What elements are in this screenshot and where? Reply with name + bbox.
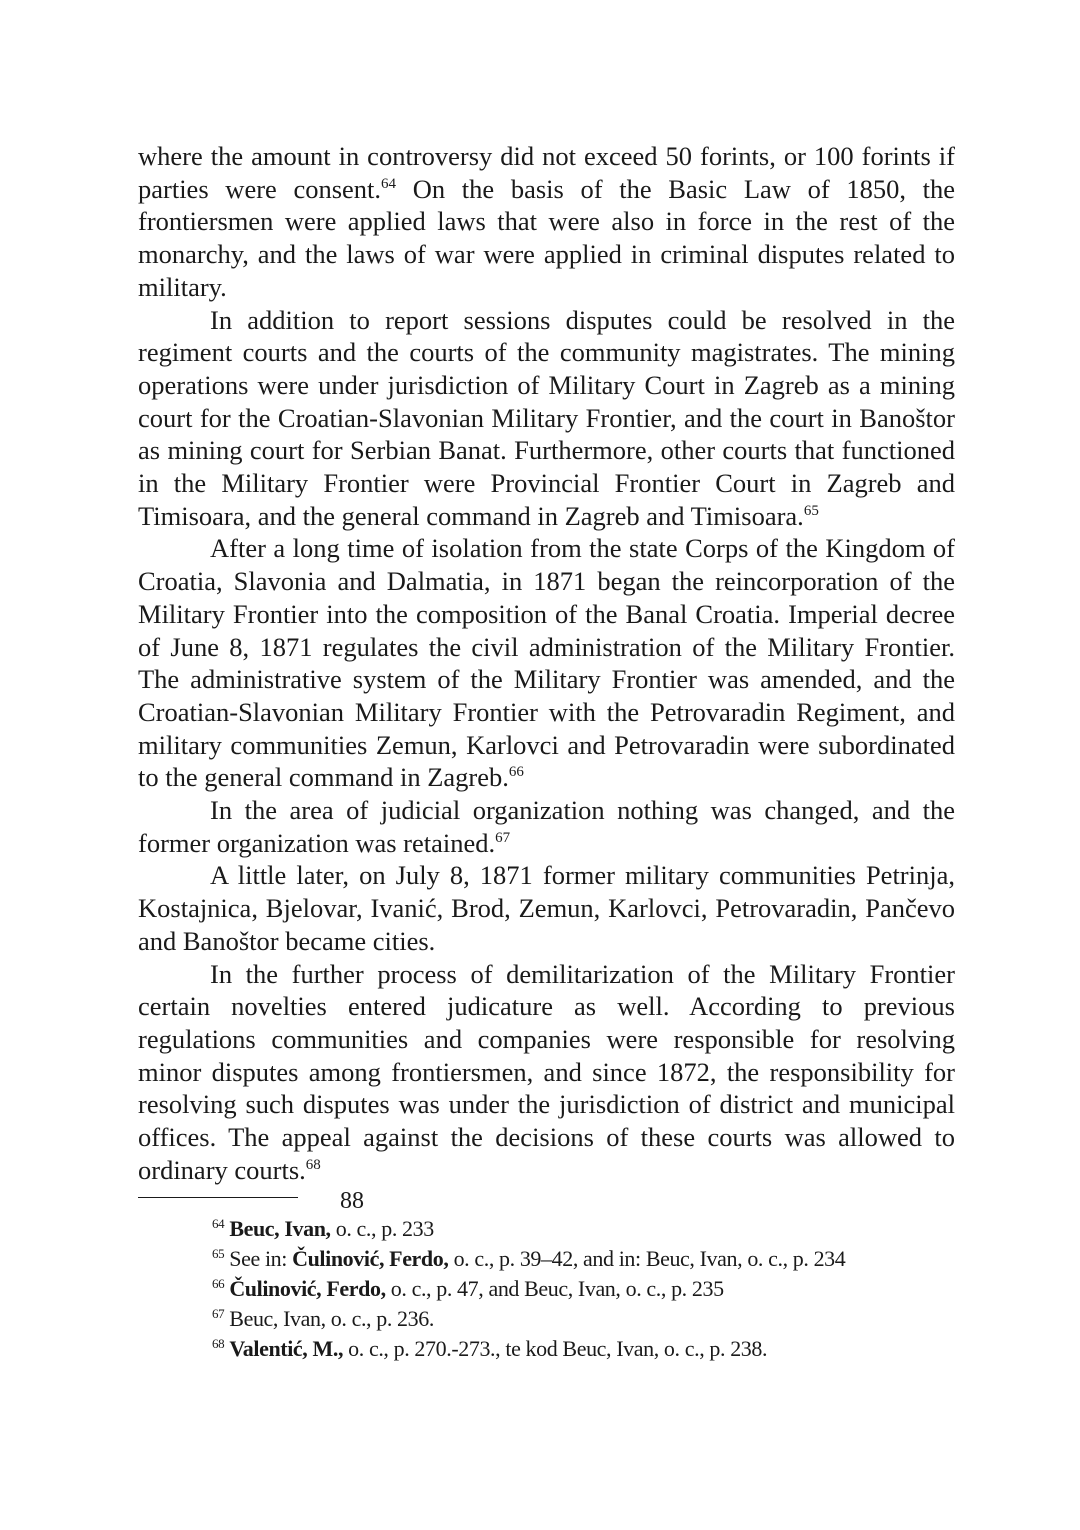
text-run: o. c., p. 233: [330, 1215, 434, 1241]
footnotes: [138, 1214, 955, 1364]
author-name: Čulinović, Ferdo,: [292, 1245, 449, 1271]
author-name: Čulinović, Ferdo,: [229, 1275, 386, 1301]
paragraph: [138, 304, 955, 533]
text-run: In the further process of demilitarization of the Military Frontier certain novelties entered judicature as well. According to previous regulations communities and companies were responsible for resolving minor disputes among frontiersmen, and since 1872, the responsibility for resolving such disputes was under the jurisdiction of district and municipal offices. The appeal against the decisions of these courts was allowed to ordinary courts.: [138, 958, 955, 1185]
text-run: Beuc, Ivan, o. c., p. 236.: [224, 1305, 434, 1331]
text-run: A little later, on July 8, 1871 former military communities Petrinja, Kostajnica, Bjelovar, Ivanić, Brod, Zemun, Karlovci, Petrovaradin, Pančevo and Banoštor became cities.: [138, 860, 955, 956]
footnote: [212, 1244, 955, 1274]
paragraph: [138, 532, 955, 794]
footnote-ref: 64: [381, 175, 397, 192]
footnote-ref: 65: [803, 502, 819, 519]
footnote-ref: 65: [212, 1245, 225, 1261]
text-run: In addition to report sessions disputes could be resolved in the regiment courts and the courts of the community magistrates. The mining operations were under jurisdiction of Military Court in Zagreb as a mining court for the Croatian-Slavonian Military Frontier, and the court in Banoštor as mining court for Serbian Banat. Furthermore, other courts that functioned in the Military Frontier were Provincial Frontier Court in Zagreb and Timisoara, and the general command in Zagreb and Timisoara.: [138, 304, 955, 531]
author-name: Valentić, M.,: [229, 1335, 344, 1361]
body-text: [138, 140, 955, 1187]
footnote: [212, 1214, 955, 1244]
text-run: After a long time of isolation from the state Corps of the Kingdom of Croatia, Slavonia and Dalmatia, in 1871 began the reincorporation of the Military Frontier into the composition of the Banal Croatia. Imperial decree of June 8, 1871 regulates the civil administration of the Military Frontier. The administrative system of the Military Frontier was amended, and the Croatian-Slavonian Military Frontier with the Petrovaradin Regiment, and military communities Zemun, Karlovci and Petrovaradin were subordinated to the general command in Zagreb.: [138, 533, 955, 793]
page-number: 88: [340, 1188, 364, 1214]
paragraph: [138, 859, 955, 957]
footnote-separator: [138, 1197, 298, 1198]
footnote-ref: 64: [212, 1215, 225, 1231]
paragraph: [138, 958, 955, 1187]
text-run: o. c., p. 39–42, and in: Beuc, Ivan, o. c., p. 234: [448, 1245, 846, 1271]
footnote-ref: 67: [212, 1305, 225, 1321]
author-name: Beuc, Ivan,: [229, 1215, 331, 1241]
footnote-ref: 68: [212, 1335, 225, 1351]
text-run: In the area of judicial organization nothing was changed, and the former organization was retained.: [138, 795, 955, 858]
paragraph: [138, 140, 955, 304]
text-run: o. c., p. 270.-273., te kod Beuc, Ivan, o. c., p. 238.: [343, 1335, 768, 1361]
text-run: where the amount in controversy did not exceed 50 forints, or 100 forints if parties were consent.: [138, 141, 955, 204]
text-run: See in:: [224, 1245, 293, 1271]
text-run: On the basis of the Basic Law of 1850, the frontiersmen were applied laws that were also in force in the rest of the monarchy, and the laws of war were applied in criminal disputes related to military.: [138, 173, 955, 302]
text-run: o. c., p. 47, and Beuc, Ivan, o. c., p. 235: [385, 1275, 724, 1301]
footnote: [212, 1274, 955, 1304]
document-page: [138, 140, 955, 1364]
footnote-ref: 66: [508, 764, 524, 781]
footnote-ref: 66: [212, 1275, 225, 1291]
paragraph: [138, 794, 955, 859]
footnote: [212, 1304, 955, 1334]
footnote: [212, 1334, 955, 1364]
footnote-ref: 67: [495, 829, 511, 846]
footnote-ref: 68: [305, 1156, 321, 1173]
